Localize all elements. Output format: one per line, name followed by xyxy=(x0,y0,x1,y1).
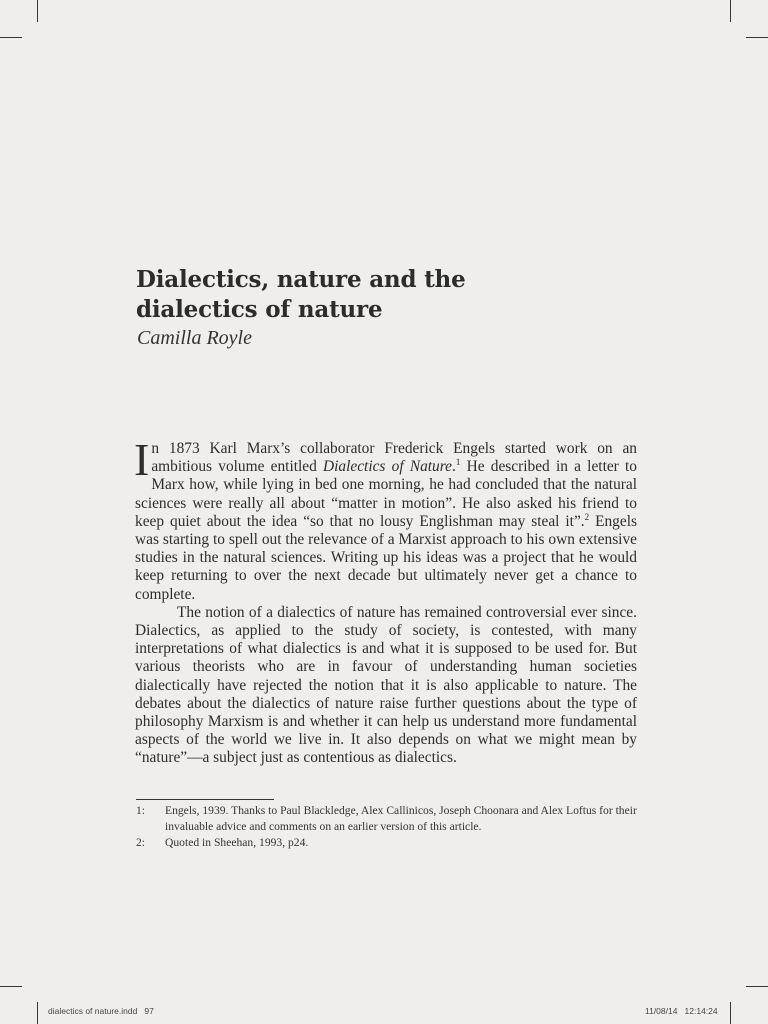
drop-cap: I xyxy=(134,434,150,485)
footnote-ref-1: 1 xyxy=(455,457,461,468)
footnote-2-text: Quoted in Sheehan, 1993, p24. xyxy=(165,836,309,849)
crop-mark-top-left-horizontal xyxy=(0,37,22,38)
crop-mark-bottom-right-vertical xyxy=(730,1002,731,1024)
article-title-line-2: dialectics of nature xyxy=(136,296,383,323)
article-title xyxy=(136,265,656,325)
crop-mark-top-right-horizontal xyxy=(746,37,768,38)
crop-mark-bottom-right-horizontal xyxy=(746,986,768,987)
article-author: Camilla Royle xyxy=(137,327,252,349)
crop-mark-top-left-vertical xyxy=(37,0,38,22)
footnote-1-text: Engels, 1939. Thanks to Paul Blackledge, Alex Callinicos, Joseph Choonara and Alex Loftus for their invaluable advice and comments on an earlier version of this article. xyxy=(165,804,637,833)
crop-mark-bottom-left-vertical xyxy=(37,1002,38,1024)
crop-mark-bottom-left-horizontal xyxy=(0,986,22,987)
paragraph-1-text-a: n 1873 Karl Marx’s collaborator Frederick Engels started work on an ambitious volume entitled xyxy=(151,440,637,476)
footnote-1 xyxy=(136,803,641,835)
paragraph-1: In 1873 Karl Marx’s collaborator Frederick Engels started work on an ambitious volume entitled Dialectics of Nature.$^1$ He described in a letter to Marx how, while lying in bed one morning, he had concluded that the natural sciences were really all about “matter in motion”. He also asked his friend to keep quiet about the idea “so that no lousy Englishman may steal it”.$^2$ Engels was starting to spell out the relevance of a Marxist approach to his own extensive studies in the natural sciences. Writing up his ideas was a project that he would keep returning to over the next decade but ultimately never get a chance to complete. xyxy=(134,434,637,603)
footnote-1-number: 1: xyxy=(136,804,146,817)
crop-mark-top-right-vertical xyxy=(730,0,731,22)
footnote-divider xyxy=(136,799,274,800)
article-body xyxy=(134,434,637,768)
article-title-line-1: Dialectics, nature and the xyxy=(136,266,466,293)
slug-datetime: 11/08/14 12:14:24 xyxy=(645,1006,718,1016)
paragraph-2: The notion of a dialectics of nature has remained controversial ever since. Dialectics, as applied to the study of society, is contested, with many interpretations of what dialectics is and what it is supposed to be used for. But various theorists who are in favour of understanding human societies dialectically have rejected the notion that it is also applicable to nature. The debates about the dialectics of nature raise further questions about the type of philosophy Marxism is and whether it can help us understand more fundamental aspects of the world we live in. It also depends on what we might mean by “nature”—a subject just as contentious as dialectics. xyxy=(135,603,637,767)
footnotes xyxy=(136,803,641,851)
paragraph-1-text-b: He described in a letter to Marx how, while lying in bed one morning, he had concluded that the natural sciences were really all about “matter in motion”. He also asked his friend to keep quiet about the idea “so that no lousy Englishman may steal it”. xyxy=(135,458,637,530)
footnote-2-number: 2: xyxy=(136,836,146,849)
footnote-ref-2: 2 xyxy=(584,511,590,522)
book-title: Dialectics of Nature xyxy=(323,458,453,476)
slug-filename: dialectics of nature.indd 97 xyxy=(48,1006,154,1016)
paragraph-1-text-c: Engels was starting to spell out the relevance of a Marxist approach to his own extensive studies in the natural sciences. Writing up his ideas was a project that he would keep returning to over the next decade but ultimately never get a chance to complete. xyxy=(135,512,637,603)
footnote-2 xyxy=(136,835,641,851)
